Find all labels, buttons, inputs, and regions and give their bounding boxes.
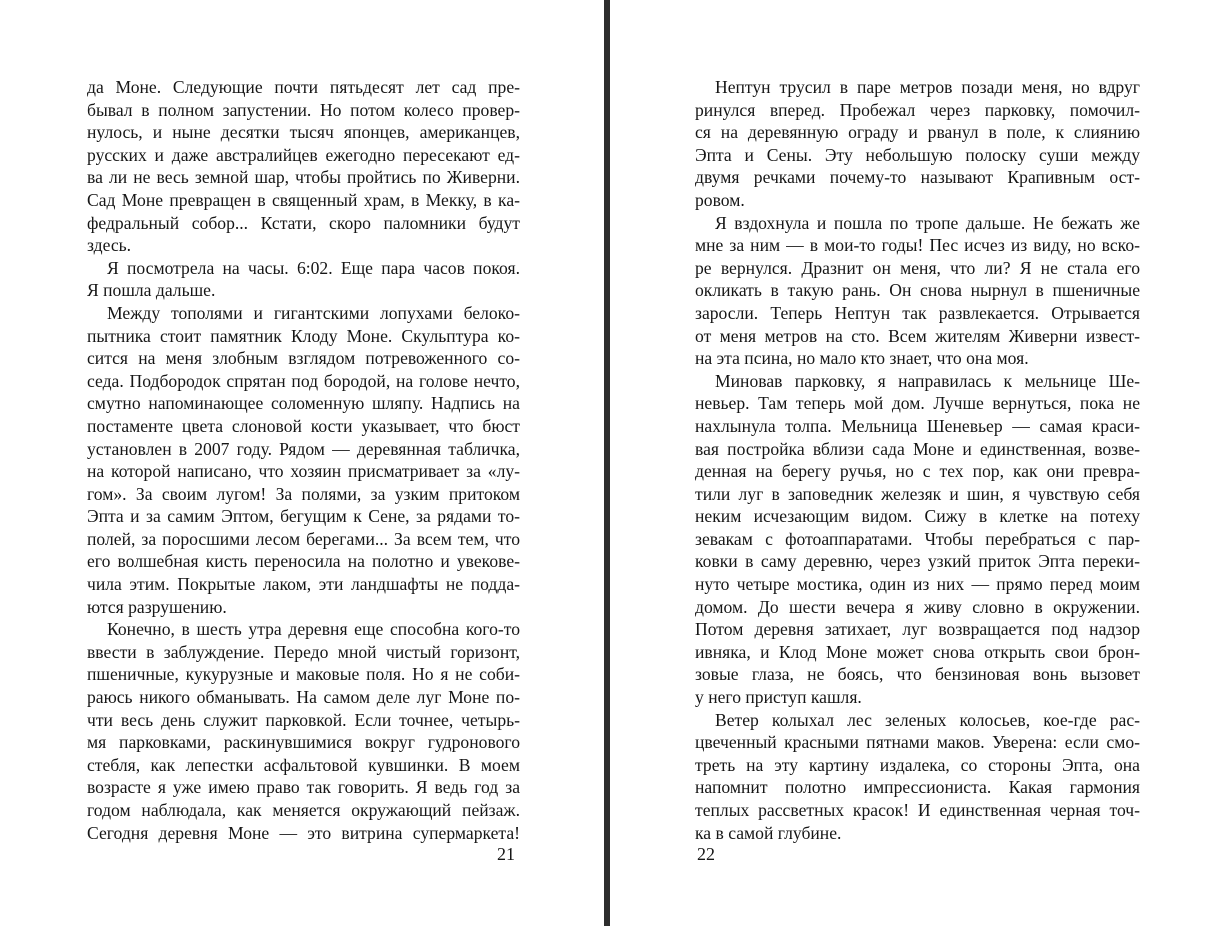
text-line: треть на эту картину издалека, со стороны Эпта, она (695, 754, 1140, 775)
text-line: у него приступ кашля. (695, 687, 862, 708)
text-line: неким исчезающим видом. Сижу в клетке на потеху (695, 506, 1140, 527)
text-line: установлен в 2007 году. Рядом — деревянная табличка, (87, 438, 520, 459)
text-line: годом наблюдала, как меняется окружающий пейзаж. (87, 800, 520, 820)
text-line: от меня метров на сто. Всем жителям Живерни извест- (695, 325, 1140, 346)
text-line: чила этим. Покрытые лаком, эти ландшафты не подда- (87, 574, 520, 595)
right-page (610, 0, 1214, 926)
text-line: невьер. Там теперь мой дом. Лучше вернуться, пока не (695, 393, 1140, 414)
text-line: ре вернулся. Дразнит он меня, что ли? Я не стала его (695, 257, 1140, 278)
page-number-left: 21 (497, 844, 515, 864)
text-line: на эта псина, но мало кто знает, что она моя. (695, 348, 1029, 369)
text-line: Я вздохнула и пошла по тропе дальше. Не бежать же (715, 212, 1140, 233)
text-line: вая постройка вблизи сада Моне и единственная, возве- (695, 438, 1140, 459)
text-line: напомнит полотно импрессиониста. Какая гармония (695, 777, 1140, 798)
text-line: пшеничные, кукурузные и маковые поля. Но я не соби- (87, 664, 520, 685)
text-line: тили луг в заповедник железяк и шин, я чувствую себя (695, 483, 1140, 504)
text-line: стебля, как лепестки асфальтовой кувшинки. В моем (87, 754, 520, 775)
text-line: на которой написано, что хозяин присматривает за «лу- (87, 461, 520, 482)
text-line: ва ли не весь земной шар, чтобы пройтись по Живерни. (87, 167, 520, 188)
text-line: да Моне. Следующие почти пятьдесят лет сад пре- (87, 77, 520, 97)
text-line: раюсь никого обманывать. На самом деле луг Моне по- (87, 687, 520, 708)
text-line: Я посмотрела на часы. 6:02. Еще пара часов покоя. (107, 257, 520, 278)
text-line: смутно напоминающее соломенную шляпу. Надпись на (87, 393, 520, 414)
text-line: здесь. (87, 235, 132, 256)
text-line: ковки в саму деревню, через узкий приток Эпта переки- (695, 551, 1140, 572)
text-line: его волшебная кисть переносила на полотно и увекове- (87, 551, 520, 572)
text-line: Я пошла дальше. (87, 280, 216, 301)
left-page-text (87, 76, 520, 844)
text-line: Между тополями и гигантскими лопухами белоко- (107, 302, 520, 323)
text-line: Потом деревня затихает, луг возвращается под надзор (695, 619, 1140, 640)
text-line: Миновав парковку, я направилась к мельнице Ше- (715, 370, 1140, 391)
text-line: бывал в полном запустении. Но потом колесо провер- (87, 99, 520, 120)
text-line: домом. До шести вечера я живу словно в окружении. (695, 596, 1140, 617)
text-line: окликать в такую рань. Он снова нырнул в пшеничные (695, 280, 1140, 301)
text-line: цвеченный красными пятнами маков. Уверена: если смо- (695, 732, 1140, 753)
text-line: постаменте цвета слоновой кости указывает, что бюст (87, 415, 520, 436)
text-line: возрасте я уже имею право так говорить. Я ведь год за (87, 777, 520, 798)
text-line: чти весь день служит парковкой. Если точнее, четырь- (87, 709, 520, 730)
text-line: ются разрушению. (87, 596, 227, 617)
text-line: ринулся вперед. Пробежал через парковку, помочил- (695, 99, 1140, 120)
text-line: зовые глаза, не боясь, что бензиновая вонь вызовет (695, 664, 1140, 685)
text-line: сится на меня злобным взглядом потревоженного со- (87, 348, 520, 369)
text-line: мя парковками, раскинувшимися вокруг гудронового (87, 732, 520, 753)
text-line: нулось, и ныне десятки тысяч японцев, американцев, (87, 122, 520, 143)
text-line: денная на берегу ручья, но с тех пор, как они превра- (695, 461, 1140, 482)
left-page (0, 0, 604, 926)
text-line: зевакам с фотоаппаратами. Чтобы перебраться с пар- (695, 528, 1140, 549)
text-line: федральный собор... Кстати, скоро паломники будут (87, 212, 520, 233)
text-line: гом». За своим лугом! За полями, за узким притоком (87, 483, 520, 504)
text-line: Сад Моне превращен в священный храм, в Мекку, в ка- (87, 189, 520, 210)
text-line: ка в самой глубине. (695, 822, 842, 843)
text-line: ровом. (695, 189, 745, 210)
right-page-text (695, 76, 1140, 844)
text-line: теплых рассветных красок! И единственная черная точ- (695, 800, 1140, 820)
text-line: Сегодня деревня Моне — это витрина супермаркета! (87, 822, 520, 843)
text-line: Эпта и Сены. Эту небольшую полоску суши между (695, 144, 1140, 165)
page-number-right: 22 (697, 844, 715, 864)
text-line: Ветер колыхал лес зеленых колосьев, кое-где рас- (715, 709, 1140, 730)
text-line: заросли. Теперь Нептун так развлекается. Отрывается (695, 302, 1140, 323)
text-line: нуто четыре мостика, один из них — прямо перед моим (695, 574, 1140, 595)
text-line: Нептун трусил в паре метров позади меня, но вдруг (715, 77, 1140, 97)
text-line: русских и даже австралийцев ежегодно пересекают ед- (87, 144, 520, 165)
text-line: мне за ним — в мои-то годы! Пес исчез из виду, но вско- (695, 235, 1140, 256)
text-line: Конечно, в шесть утра деревня еще способна кого-то (107, 619, 520, 640)
text-line: Эпта и за самим Эптом, бегущим к Сене, за рядами то- (87, 506, 520, 527)
text-line: пытника стоит памятник Клоду Моне. Скульптура ко- (87, 325, 520, 346)
text-line: ся на деревянную ограду и рванул в поле, к слиянию (695, 122, 1140, 143)
text-line: седа. Подбородок спрятан под бородой, на голове нечто, (87, 370, 520, 391)
text-line: нахлынула толпа. Мельница Шеневьер — самая краси- (695, 415, 1140, 436)
text-line: ивняка, и Клод Моне может снова открыть свои брон- (695, 641, 1140, 662)
text-line: полей, за поросшими лесом берегами... За всем тем, что (87, 528, 520, 549)
text-line: двумя речками почему-то называют Крапивным ост- (695, 167, 1140, 188)
text-line: ввести в заблуждение. Передо мной чистый горизонт, (87, 641, 520, 662)
